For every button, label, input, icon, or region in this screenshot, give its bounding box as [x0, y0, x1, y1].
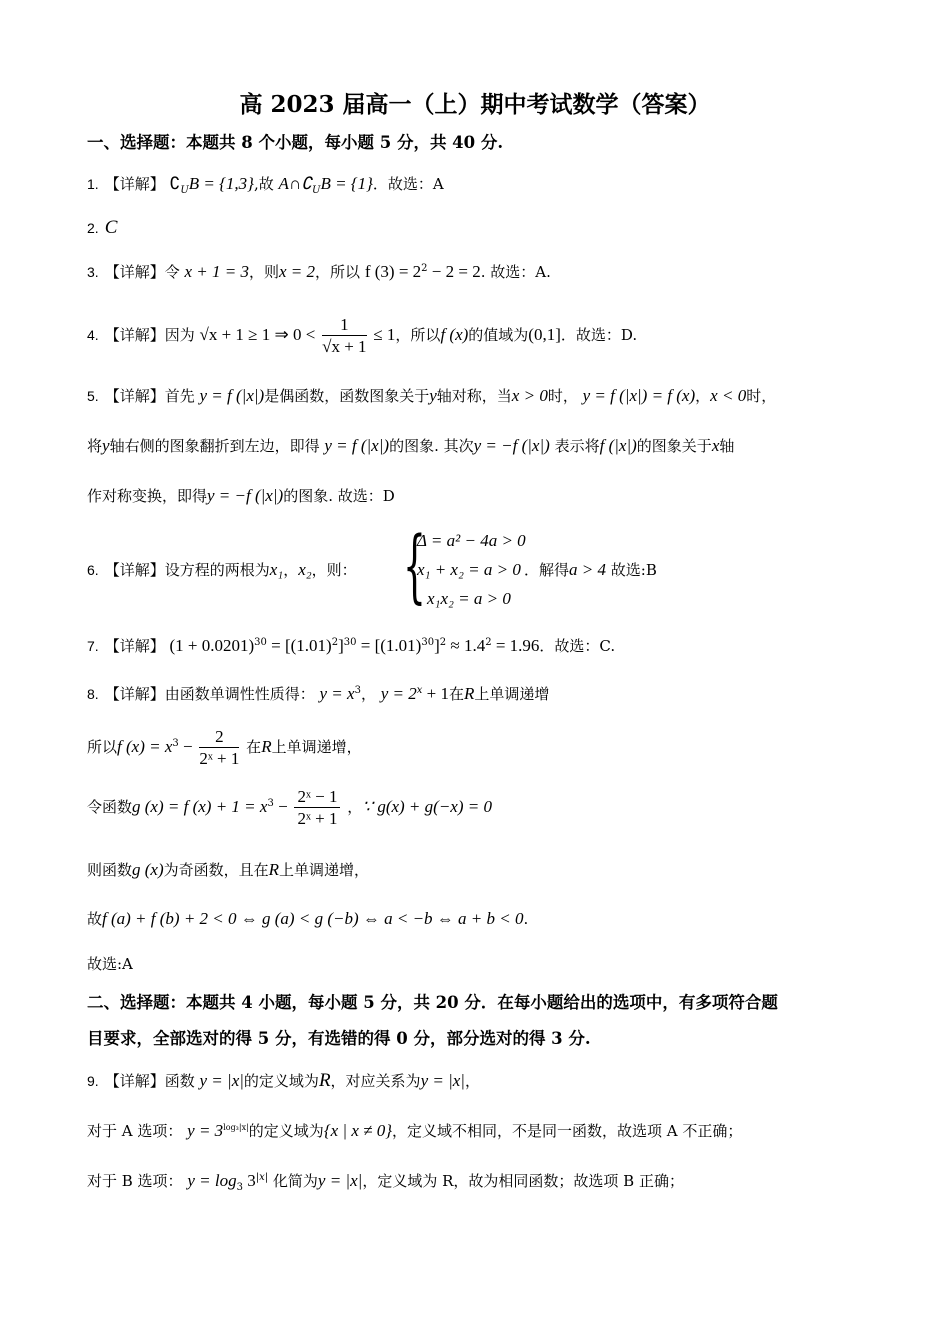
answer-9-line-3: 对于 B 选项： $y = \log_3 3^{|x|}$ 化简为y = |x|，定义域为 R，故为相同函数；故选项 B 正确； — [87, 1171, 684, 1193]
fraction: $\frac{\text{2ˣ − 1}}{\text{2ˣ + 1}}$ — [294, 787, 340, 830]
answer-9-line-2: 对于 A 选项： $y = 3^{log_3|x|}$的定义域为{x | x ≠ 0}，定义域不相同，不是同一函数，故选项 A 不正确； — [87, 1121, 743, 1140]
answer-9-line-1: 9. 【详解】函数 y = |x|的定义域为R，对应关系为y = |x|， — [87, 1070, 480, 1091]
left-brace-icon: { — [403, 519, 426, 612]
answer-5-line-3: 作对称变换，即得y = −f (|x|)的图象. 故选：D — [87, 486, 395, 505]
answer-4: 4. 【详解】因为 √x + 1 ≥ 1 ⇒ 0 < $\frac{1}{√x + 1}$ ≤ 1，所以f (x)的值域为(0,1]．故选：D. — [87, 314, 638, 356]
answer-8-line-1: 8. 【详解】由函数单调性性质得： $y = x^3$， $y = 2^x + 1$在R上单调递增 — [87, 684, 550, 703]
answer-8-line-5: 故f (a) + f (b) + 2 < 0 ⇔ g (a) < g (−b) ⇔ a < −b ⇔ a + b < 0. — [87, 909, 529, 928]
answer-8-line-6: 故选:A — [87, 955, 133, 973]
page-title: 高 2023 届高一（上）期中考试数学（答案） — [239, 91, 711, 118]
fraction: $\frac{2}{\text{2ˣ + 1}}$ — [199, 726, 240, 768]
document-page: 高 2023 届高一（上）期中考试数学（答案） 一、选择题：本题共 8 个小题，每小题 5 分，共 40 分. 1. 【详解】 $∁_UB = \{1,3\}$,故 $A\cap∁_UB = \{1\}$．故选：A 2. C 3. 【详解】令 x + 1 = 3，则x = 2，所以 f $(3) = 2^2 - 2 = 2$. 故选：A. 4. 【详解】因为 √x + 1 ≥ 1 ⇒ 0 < $\frac{1}{√x + 1}$ ≤ 1，所以f (x)的值域为(0,1]．故选：D. 5. 【详解】首先 y = f (|x|)是偶函数，函数图象关于y轴对称，当x > 0时， y = f (|x|) = f (x)，x < 0时， 将y轴右侧的图象翻折到左边，即得 y = f (|x|)的图象. 其次y = −f (|x|) 表示将f (|x|)的图象关于x轴 作对称变换，即得y = −f (|x|)的图象. 故选：D 6. 【详解】设方程的两根为x₁，x₂，则： { Δ = a² − 4a > 0 x₁ + x₂ = a > 0 x₁x₂ = a > 0 ．解得a > 4 故选:B 7. 【详解】 $(1 + 0.0201)^{30} = [(1.01)^2]^{30} = [(1.01)^{30}]^2 \approx 1.4^2 = 1.96$．故选：C. 8. 【详解】由函数单调性性质得： $y = x^3$， $y = 2^x + 1$在R上单调递增 所以f $(x) = x^3$ − $\frac{2}{\text{2ˣ + 1}}$ 在R上单调递增， 令函数g (x) = f $(x) + 1 = x^3$ − $\frac{\text{2ˣ − 1}}{\text{2ˣ + 1}}$ ，∵ g(x) + g(−x) = 0 则函数g (x)为奇函数，且在R上单调递增， 故f (a) + f (b) + 2 < 0 ⇔ g (a) < g (−b) ⇔ a < −b ⇔ a + b < 0. 故选:A 二、选择题：本题共 4 小题，每小题 5 分，共 20 分．在每小题给出的选项中，有多项符合题 目要求，全部选对的得 5 分，有选错的得 0 分，部分选对的得 3 分. 9. 【详解】函数 y = |x|的定义域为R，对应关系为y = |x|， 对于 A 选项： $y = 3^{log_3|x|}$的定义域为{x | x ≠ 0}，定义域不相同，不是同一函数，故选项 A 不正确； 对于 B 选项： $y = \log_3 3^{|x|}$ 化简为y = |x|，定义域为 R，故为相同函数；故选项 B 正确； — [0, 0, 950, 1344]
fraction: $\frac{1}{√x + 1}$ — [322, 314, 367, 356]
answer-7: 7. 【详解】 $(1 + 0.0201)^{30} = [(1.01)^2]^{30} = [(1.01)^{30}]^2 \approx 1.4^2 = 1.96$．故选：C. — [87, 636, 616, 655]
answer-1: 1. 【详解】 $∁_UB = \{1,3\}$,故 $A\cap∁_UB = \{1\}$．故选：A — [87, 174, 444, 196]
section-heading-2-line-2: 目要求，全部选对的得 5 分，有选错的得 0 分，部分选对的得 3 分. — [87, 1029, 591, 1048]
section-heading-2-line-1: 二、选择题：本题共 4 小题，每小题 5 分，共 20 分．在每小题给出的选项中，有多项符合题 — [87, 993, 778, 1012]
equation-system: { Δ = a² − 4a > 0 x₁ + x₂ = a > 0 x₁x₂ = a > 0 — [403, 519, 526, 612]
section-heading-1: 一、选择题：本题共 8 个小题，每小题 5 分，共 40 分. — [87, 133, 504, 152]
answer-3: 3. 【详解】令 x + 1 = 3，则x = 2，所以 f $(3) = 2^2 - 2 = 2$. 故选：A. — [87, 262, 551, 281]
answer-5-line-2: 将y轴右侧的图象翻折到左边，即得 y = f (|x|)的图象. 其次y = −f (|x|) 表示将f (|x|)的图象关于x轴 — [87, 436, 735, 455]
answer-2: 2. C — [87, 217, 118, 238]
answer-8-line-4: 则函数g (x)为奇函数，且在R上单调递增， — [87, 860, 370, 879]
answer-8-line-2: 所以f $(x) = x^3$ − $\frac{2}{\text{2ˣ + 1}}$ 在R上单调递增， — [87, 726, 362, 768]
answer-8-line-3: 令函数g (x) = f $(x) + 1 = x^3$ − $\frac{\text{2ˣ − 1}}{\text{2ˣ + 1}}$ ，∵ g(x) + g(−x) = 0 — [87, 786, 492, 828]
answer-5-line-1: 5. 【详解】首先 y = f (|x|)是偶函数，函数图象关于y轴对称，当x > 0时， y = f (|x|) = f (x)，x < 0时， — [87, 386, 777, 405]
